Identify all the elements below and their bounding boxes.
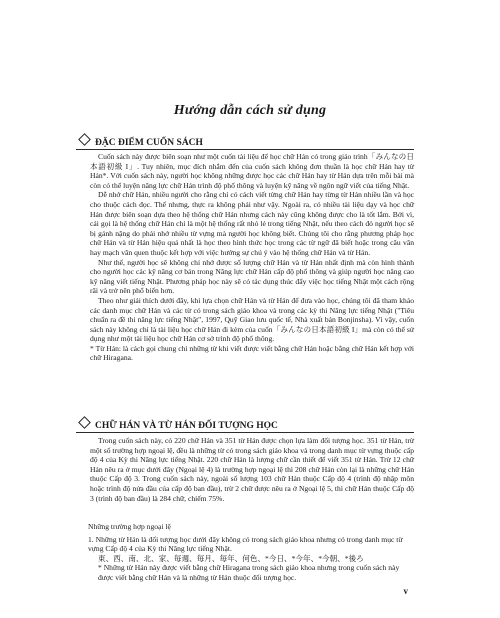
paragraph: Theo như giải thích dưới đây, khi lựa chọn chữ Hán và từ Hán để đưa vào học, chúng tôi đã tham khảo các danh mục chữ Hán và các từ có trong sách giáo khoa và trong các kỳ thi Năng lực tiếng Nhật ("Tiêu chuẩn ra đề thi năng lực tiếng Nhật", 1997, Quỹ Giao lưu quốc tế, Nhà xuất bản Bonjinsha). Vì vậy, cuốn sách này không chỉ là tài liệu học chữ Hán đi kèm của cuốn「みんなの日本語初級 I」mà còn có thể sử dụng như một tài liệu học chữ Hán cơ sở trình độ phổ thông. [90,295,414,344]
section-heading-features: ĐẶC ĐIỂM CUỐN SÁCH [76,136,414,150]
exceptions-heading: Những trường hợp ngoại lệ [88,522,171,531]
paragraph: Như thế, người học sẽ không chỉ nhớ được số lượng chữ Hán và từ Hán nhất định mà còn hình thành cho người học các kỹ năng cơ bản trong Năng lực chữ Hán cấp độ phổ thông và giúp người học nâng cao kỹ năng viết tiếng Nhật. Phương pháp học này sẽ có tác dụng thúc đẩy việc học tiếng Nhật một cách rộng rãi và trở nên phổ biến hơn. [90,257,414,296]
list-item: 1. Những từ Hán là đối tượng học dưới đây không có trong sách giáo khoa nhưng có trong danh mục từ vựng Cấp độ 4 của Kỳ thi Năng lực tiếng Nhật. [88,534,403,554]
target-kanji-body [90,436,414,503]
list-item: 東、西、南、北、家、毎週、毎月、毎年、何色、*今日、*今年、*今朝、*後ろ [98,553,364,563]
list-item: * Những từ Hán này được viết bằng chữ Hiragana trong sách giáo khoa nhưng trong cuốn sách này được viết bằng chữ Hán và là những từ Hán thuộc đối tượng học. [98,563,400,582]
footnote: * Từ Hán: là cách gọi chung chỉ những từ khi viết được viết bằng chữ Hán hoặc bằng chữ Hán kết hợp với chữ Hiragana. [90,343,414,363]
diamond-bullet-icon [78,133,91,146]
paragraph: Dễ nhớ chữ Hán, nhiều người cho rằng chỉ có cách viết từng chữ Hán hay từng từ Hán nhiều lần và học cho thuộc cách đọc. Thế nhưng, thực ra không phải như vậy. Ngoài ra, có nhiều tài liệu dạy và học chữ Hán được biên soạn dựa theo hệ thống chữ Hán nhưng cách này cũng không được cho là tốt lắm. Bởi vì, cái gọi là hệ thống chữ Hán chỉ là một hệ thống rất nhỏ lẻ trong tiếng Nhật, nếu theo cách đó người học sẽ bị gánh nặng do phải nhớ nhiều từ vựng mà người học không biết. Chúng tôi cho rằng phương pháp học chữ Hán và từ Hán hiệu quả nhất là học theo hình thức học trong các từ ngữ đã biết hoặc trong câu văn hay mạch văn quen thuộc kết hợp với việc hướng sự chú ý vào hệ thống chữ Hán và từ Hán. [90,190,414,257]
features-body [90,152,414,363]
page-number: v [403,586,408,596]
paragraph: Trong cuốn sách này, có 220 chữ Hán và 351 từ Hán được chọn lựa làm đối tượng học. 351 từ Hán, trừ một số trường hợp ngoại lệ, đều là những từ có trong sách giáo khoa và trong danh mục từ vựng thuộc cấp độ 4 của Kỳ thi Năng lực tiếng Nhật. 220 chữ Hán là lượng chữ cần thiết để viết 351 từ Hán. Trừ 12 chữ Hán nêu ra ở mục dưới đây (Ngoại lệ 4) là trường hợp ngoại lệ thì 208 chữ Hán còn lại là những chữ Hán thuộc Cấp độ 3. Trong cuốn sách này, ngoài số lượng 103 chữ Hán thuộc Cấp độ 4 (trình độ nhập môn hoặc trình độ nửa đầu của cấp độ ban đầu), trừ 2 chữ được nêu ra ở Ngoại lệ 5, thì chữ Hán thuộc Cấp độ 3 (trình độ ban đầu) là 284 chữ, chiếm 75%. [90,436,414,503]
exceptions-list [88,522,414,583]
paragraph: Cuốn sách này được biên soạn như một cuốn tài liệu để học chữ Hán có trong giáo trình「みんなの日本語初級 I」. Tuy nhiên, mục đích nhắm đến của cuốn sách không đơn thuần là học chữ Hán hay từ Hán*. Với cuốn sách này, người học không những được học các chữ Hán hay từ Hán dựa trên mỗi bài mà còn có thể luyện năng lực chữ Hán trình độ phổ thông và luyện kỹ năng về ngôn ngữ viết của tiếng Nhật. [90,152,414,190]
diamond-bullet-icon [78,416,91,429]
section-heading-target-kanji: CHỮ HÁN VÀ TỪ HÁN ĐỐI TƯỢNG HỌC [76,419,414,433]
page-title: Hướng dẫn cách sử dụng [173,103,327,118]
